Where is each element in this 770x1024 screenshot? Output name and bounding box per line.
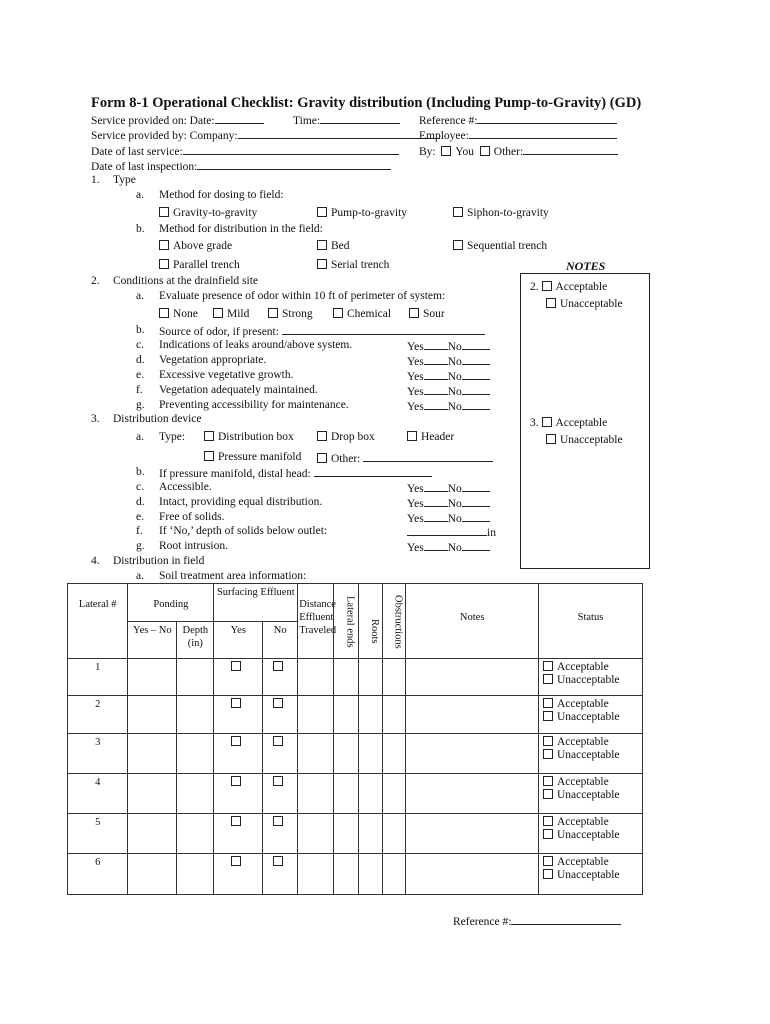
checkbox[interactable] — [543, 661, 553, 671]
status-cell — [538, 774, 642, 814]
type-other[interactable]: Other: — [317, 450, 493, 466]
section-1-number: 1. — [91, 174, 100, 186]
vegetation-label: Vegetation appropriate. — [159, 354, 267, 366]
obstructions-header: Obstructions — [383, 584, 406, 659]
checkbox[interactable] — [231, 698, 241, 708]
other-checkbox[interactable] — [480, 146, 490, 156]
service-date-label: Service provided on: Date: — [91, 112, 264, 128]
item-letter: e. — [136, 511, 144, 523]
surfacing-yes-checkbox-cell[interactable] — [214, 696, 263, 734]
distance-cell[interactable] — [298, 659, 334, 696]
surfacing-no-header: No — [263, 622, 298, 659]
ponding-depth-cell[interactable] — [177, 774, 214, 814]
notes-section-3-unacceptable[interactable]: Unacceptable — [546, 433, 623, 447]
obstructions-cell[interactable] — [383, 774, 406, 814]
surfacing-yes-checkbox-cell[interactable] — [214, 774, 263, 814]
ponding-yes-no-cell[interactable] — [128, 734, 177, 774]
you-checkbox[interactable] — [441, 146, 451, 156]
checkbox[interactable] — [268, 308, 278, 318]
reference-label: Reference #: — [419, 112, 617, 128]
company-field[interactable] — [238, 127, 440, 139]
section-2-title: Conditions at the drainfield site — [113, 275, 259, 287]
option-above-grade[interactable]: Above grade — [159, 239, 232, 253]
checkbox[interactable] — [204, 431, 214, 441]
obstructions-cell[interactable] — [383, 734, 406, 774]
distance-cell[interactable] — [298, 696, 334, 734]
employee-field[interactable] — [469, 127, 617, 139]
checkbox[interactable] — [453, 240, 463, 250]
notes-section-2-acceptable[interactable]: 2. Acceptable — [530, 281, 608, 293]
odor-strong[interactable]: Strong — [268, 307, 313, 321]
item-letter: d. — [136, 354, 145, 366]
item-letter: b. — [136, 466, 145, 478]
table-row — [68, 696, 643, 734]
lateral-number: 1 — [68, 659, 128, 696]
last-inspection-label: Date of last inspection: — [91, 158, 391, 174]
checkbox[interactable] — [159, 259, 169, 269]
surfacing-no-checkbox-cell[interactable] — [263, 696, 298, 734]
service-time-field[interactable] — [320, 112, 400, 124]
last-service-field[interactable] — [183, 143, 399, 155]
status-unacceptable[interactable]: Unacceptable — [543, 674, 641, 687]
item-letter: a. — [136, 189, 144, 201]
surfacing-no-checkbox-cell[interactable] — [263, 854, 298, 895]
lateral-ends-cell[interactable] — [334, 854, 358, 895]
option-pump-to-gravity[interactable]: Pump-to-gravity — [317, 206, 407, 220]
table-row — [68, 734, 643, 774]
notes-cell[interactable] — [406, 659, 539, 696]
excess-growth-yes-no[interactable]: Yes No — [407, 368, 490, 384]
distance-cell[interactable] — [298, 774, 334, 814]
leaks-label: Indications of leaks around/above system. — [159, 339, 353, 351]
notes-cell[interactable] — [406, 774, 539, 814]
status-cell — [538, 814, 642, 854]
odor-label: Evaluate presence of odor within 10 ft of perimeter of system: — [159, 290, 446, 302]
status-unacceptable[interactable]: Unacceptable — [543, 869, 641, 882]
checkbox[interactable] — [333, 308, 343, 318]
checkbox[interactable] — [273, 856, 283, 866]
odor-sour[interactable]: Sour — [409, 307, 445, 321]
vegetation-yes-no[interactable]: Yes No — [407, 353, 490, 369]
checkbox[interactable] — [543, 698, 553, 708]
maintained-yes-no[interactable]: Yes No — [407, 383, 490, 399]
device-type-label: Type: — [159, 431, 186, 443]
status-acceptable[interactable]: Acceptable — [543, 661, 641, 674]
ponding-header: Ponding — [128, 584, 214, 622]
checkbox[interactable] — [543, 711, 553, 721]
ponding-yes-no-cell[interactable] — [128, 696, 177, 734]
checkbox[interactable] — [543, 776, 553, 786]
free-of-solids-label: Free of solids. — [159, 511, 225, 523]
distal-head-label: If pressure manifold, distal head: — [159, 465, 432, 481]
item-letter: g. — [136, 540, 145, 552]
option-serial-trench[interactable]: Serial trench — [317, 258, 389, 272]
checkbox[interactable] — [543, 789, 553, 799]
type-distribution-box[interactable]: Distribution box — [204, 430, 294, 444]
obstructions-cell[interactable] — [383, 659, 406, 696]
intact-label: Intact, providing equal distribution. — [159, 496, 323, 508]
lateral-header: Lateral # — [68, 584, 128, 659]
distance-cell[interactable] — [298, 854, 334, 895]
root-intrusion-label: Root intrusion. — [159, 540, 229, 552]
distance-cell[interactable] — [298, 734, 334, 774]
checkbox[interactable] — [543, 856, 553, 866]
surfacing-yes-checkbox-cell[interactable] — [214, 734, 263, 774]
ponding-depth-cell[interactable] — [177, 659, 214, 696]
surfacing-yes-checkbox-cell[interactable] — [214, 659, 263, 696]
status-unacceptable[interactable]: Unacceptable — [543, 711, 641, 724]
option-sequential-trench[interactable]: Sequential trench — [453, 239, 547, 253]
odor-mild[interactable]: Mild — [213, 307, 249, 321]
checkbox[interactable] — [159, 207, 169, 217]
footer-reference-field[interactable] — [511, 913, 621, 925]
accessible-yes-no[interactable]: Yes No — [407, 480, 490, 496]
roots-cell[interactable] — [358, 854, 382, 895]
accessibility-yes-no[interactable]: Yes No — [407, 398, 490, 414]
status-acceptable[interactable]: Acceptable — [543, 736, 641, 749]
by-label: By: You Other: — [419, 143, 618, 159]
notes-section-2-unacceptable[interactable]: Unacceptable — [546, 297, 623, 311]
item-letter: a. — [136, 431, 144, 443]
solids-depth-field[interactable]: in — [407, 524, 496, 540]
checkbox[interactable] — [273, 776, 283, 786]
surfacing-no-checkbox-cell[interactable] — [263, 814, 298, 854]
checkbox[interactable] — [317, 259, 327, 269]
surfacing-no-checkbox-cell[interactable] — [263, 774, 298, 814]
distal-head-field[interactable] — [314, 465, 432, 477]
item-letter: c. — [136, 481, 144, 493]
checkbox[interactable] — [453, 207, 463, 217]
ponding-yes-no-cell[interactable] — [128, 774, 177, 814]
surfacing-header: Surfacing Effluent — [214, 584, 298, 622]
section-4-title: Distribution in field — [113, 555, 205, 567]
other-field[interactable] — [523, 143, 618, 155]
checkbox[interactable] — [317, 453, 327, 463]
ponding-depth-cell[interactable] — [177, 696, 214, 734]
table-row — [68, 659, 643, 696]
checkbox[interactable] — [159, 240, 169, 250]
lateral-number: 2 — [68, 696, 128, 734]
item-letter: a. — [136, 290, 144, 302]
surfacing-no-checkbox-cell[interactable] — [263, 659, 298, 696]
odor-none[interactable]: None — [159, 307, 198, 321]
checkbox[interactable] — [317, 240, 327, 250]
type-drop-box[interactable]: Drop box — [317, 430, 375, 444]
status-header: Status — [538, 584, 642, 659]
odor-chemical[interactable]: Chemical — [333, 307, 391, 321]
checkbox[interactable] — [546, 298, 556, 308]
checkbox[interactable] — [317, 431, 327, 441]
checkbox[interactable] — [231, 776, 241, 786]
ponding-depth-cell[interactable] — [177, 854, 214, 895]
checkbox[interactable] — [542, 281, 552, 291]
checkbox[interactable] — [231, 661, 241, 671]
roots-cell[interactable] — [358, 659, 382, 696]
type-pressure-manifold[interactable]: Pressure manifold — [204, 450, 301, 464]
distance-cell[interactable] — [298, 814, 334, 854]
notes-cell[interactable] — [406, 854, 539, 895]
section-3-title: Distribution device — [113, 413, 202, 425]
service-time-label: Time: — [293, 112, 400, 128]
employee-label: Employee: — [419, 127, 617, 143]
type-header[interactable]: Header — [407, 430, 454, 444]
option-parallel-trench[interactable]: Parallel trench — [159, 258, 240, 272]
form-title: Form 8-1 Operational Checklist: Gravity distribution (Including Pump-to-Gravity) (GD) — [91, 95, 642, 111]
ponding-yes-no-cell[interactable] — [128, 854, 177, 895]
option-gravity-to-gravity[interactable]: Gravity-to-gravity — [159, 206, 257, 220]
status-acceptable[interactable]: Acceptable — [543, 698, 641, 711]
lateral-ends-header: Lateral ends — [334, 584, 358, 659]
service-date-field[interactable] — [215, 112, 264, 124]
soil-treatment-label: Soil treatment area information: — [159, 570, 307, 582]
status-cell — [538, 734, 642, 774]
checkbox[interactable] — [546, 434, 556, 444]
lateral-number: 4 — [68, 774, 128, 814]
lateral-ends-cell[interactable] — [334, 774, 358, 814]
checkbox[interactable] — [273, 661, 283, 671]
status-acceptable[interactable]: Acceptable — [543, 856, 641, 869]
checkbox[interactable] — [543, 736, 553, 746]
roots-cell[interactable] — [358, 814, 382, 854]
notes-cell[interactable] — [406, 696, 539, 734]
dosing-method-label: Method for dosing to field: — [159, 189, 284, 201]
odor-source-label: Source of odor, if present: — [159, 323, 485, 339]
checkbox[interactable] — [543, 816, 553, 826]
lateral-ends-cell[interactable] — [334, 659, 358, 696]
checkbox[interactable] — [213, 308, 223, 318]
checkbox[interactable] — [273, 816, 283, 826]
checkbox[interactable] — [159, 308, 169, 318]
solids-depth-label: If ‘No,’ depth of solids below outlet: — [159, 525, 328, 537]
item-letter: e. — [136, 369, 144, 381]
excess-growth-label: Excessive vegetative growth. — [159, 369, 294, 381]
notes-cell[interactable] — [406, 814, 539, 854]
roots-cell[interactable] — [358, 774, 382, 814]
item-letter: d. — [136, 496, 145, 508]
checkbox[interactable] — [231, 816, 241, 826]
ponding-depth-header: Depth (in) — [177, 622, 214, 659]
item-letter: c. — [136, 339, 144, 351]
notes-title: NOTES — [566, 259, 606, 273]
status-cell — [538, 659, 642, 696]
notes-cell[interactable] — [406, 734, 539, 774]
ponding-depth-cell[interactable] — [177, 734, 214, 774]
item-letter: g. — [136, 399, 145, 411]
item-letter: b. — [136, 223, 145, 235]
distribution-method-label: Method for distribution in the field: — [159, 223, 323, 235]
option-siphon-to-gravity[interactable]: Siphon-to-gravity — [453, 206, 549, 220]
item-letter: b. — [136, 324, 145, 336]
section-3-number: 3. — [91, 413, 100, 425]
lateral-ends-cell[interactable] — [334, 814, 358, 854]
status-unacceptable[interactable]: Unacceptable — [543, 789, 641, 802]
ponding-yes-no-header: Yes – No — [128, 622, 177, 659]
last-inspection-field[interactable] — [197, 158, 391, 170]
section-2-number: 2. — [91, 275, 100, 287]
checkbox[interactable] — [273, 698, 283, 708]
table-row — [68, 854, 643, 895]
checkbox[interactable] — [231, 736, 241, 746]
checkbox[interactable] — [543, 869, 553, 879]
company-label: Service provided by: Company: — [91, 127, 440, 143]
roots-cell[interactable] — [358, 734, 382, 774]
ponding-depth-cell[interactable] — [177, 814, 214, 854]
reference-field[interactable] — [477, 112, 617, 124]
odor-source-field[interactable] — [282, 323, 485, 335]
section-1-title: Type — [113, 174, 136, 186]
lateral-ends-cell[interactable] — [334, 734, 358, 774]
notes-section-3-acceptable[interactable]: 3. Acceptable — [530, 417, 608, 429]
maintained-label: Vegetation adequately maintained. — [159, 384, 318, 396]
section-4-number: 4. — [91, 555, 100, 567]
checkbox[interactable] — [317, 207, 327, 217]
table-row — [68, 774, 643, 814]
checkbox[interactable] — [543, 674, 553, 684]
type-other-field[interactable] — [363, 450, 493, 462]
obstructions-cell[interactable] — [383, 854, 406, 895]
status-unacceptable[interactable]: Unacceptable — [543, 829, 641, 842]
accessibility-label: Preventing accessibility for maintenance. — [159, 399, 349, 411]
intact-yes-no[interactable]: Yes No — [407, 495, 490, 511]
free-of-solids-yes-no[interactable]: Yes No — [407, 510, 490, 526]
surfacing-no-checkbox-cell[interactable] — [263, 734, 298, 774]
status-cell — [538, 854, 642, 895]
notes-header: Notes — [406, 584, 539, 659]
checkbox[interactable] — [407, 431, 417, 441]
ponding-yes-no-cell[interactable] — [128, 659, 177, 696]
status-unacceptable[interactable]: Unacceptable — [543, 749, 641, 762]
accessible-label: Accessible. — [159, 481, 212, 493]
item-letter: a. — [136, 570, 144, 582]
status-acceptable[interactable]: Acceptable — [543, 816, 641, 829]
checkbox[interactable] — [204, 451, 214, 461]
lateral-number: 6 — [68, 854, 128, 895]
obstructions-cell[interactable] — [383, 814, 406, 854]
lateral-table — [67, 583, 643, 895]
option-bed[interactable]: Bed — [317, 239, 350, 253]
checkbox[interactable] — [273, 736, 283, 746]
leaks-yes-no[interactable]: Yes No — [407, 338, 490, 354]
checkbox[interactable] — [543, 829, 553, 839]
table-row — [68, 814, 643, 854]
distance-header: Distance Effluent Traveled — [298, 584, 334, 659]
surfacing-yes-checkbox-cell[interactable] — [214, 854, 263, 895]
roots-header: Roots — [358, 584, 382, 659]
footer-reference-label: Reference #: — [453, 913, 621, 929]
status-acceptable[interactable]: Acceptable — [543, 776, 641, 789]
status-cell — [538, 696, 642, 734]
obstructions-cell[interactable] — [383, 696, 406, 734]
surfacing-yes-header: Yes — [214, 622, 263, 659]
lateral-ends-cell[interactable] — [334, 696, 358, 734]
roots-cell[interactable] — [358, 696, 382, 734]
checkbox[interactable] — [543, 749, 553, 759]
checkbox[interactable] — [542, 417, 552, 427]
root-intrusion-yes-no[interactable]: Yes No — [407, 539, 490, 555]
item-letter: f. — [136, 525, 143, 537]
checkbox[interactable] — [231, 856, 241, 866]
checkbox[interactable] — [409, 308, 419, 318]
ponding-yes-no-cell[interactable] — [128, 814, 177, 854]
last-service-label: Date of last service: — [91, 143, 399, 159]
lateral-number: 3 — [68, 734, 128, 774]
lateral-number: 5 — [68, 814, 128, 854]
surfacing-yes-checkbox-cell[interactable] — [214, 814, 263, 854]
item-letter: f. — [136, 384, 143, 396]
